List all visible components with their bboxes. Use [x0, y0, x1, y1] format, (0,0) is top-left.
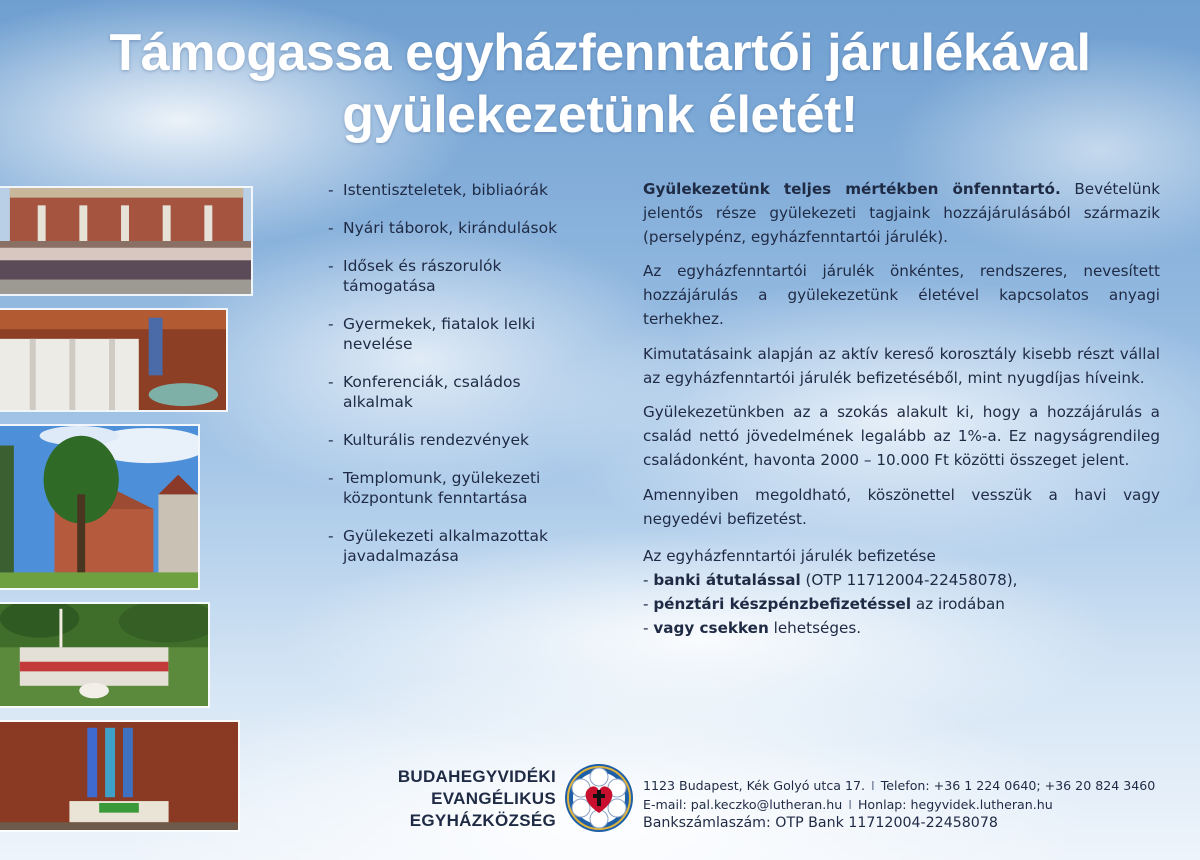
- separator: I: [871, 778, 875, 793]
- payment-method-cash: pénztári készpénzbefizetéssel: [653, 594, 912, 613]
- list-item: - Konferenciák, családos alkalmak: [328, 372, 568, 412]
- payment-cash-detail: az irodában: [911, 594, 1005, 613]
- paragraph-text: Bevételünk jelentős része gyülekezeti tagjaink hozzájárulásából származik (perselypénz, egyházfenntartói járulék).: [643, 180, 1160, 246]
- paragraph-lead: Gyülekezetünk teljes mértékben önfenntartó.: [643, 180, 1061, 198]
- summer-camp-group-photo: [0, 602, 210, 708]
- title-line-1: Támogassa egyházfenntartói járulékával: [109, 24, 1091, 82]
- payment-dash: -: [643, 618, 654, 637]
- paragraph-thanks: Amennyiben megoldható, köszönettel vesszük a havi vagy negyedévi befizetést.: [643, 485, 1160, 528]
- org-line: BUDAHEGYVIDÉKI: [397, 767, 556, 786]
- title-line-2: gyülekezetünk életét!: [342, 86, 858, 144]
- payment-dash: -: [643, 571, 654, 590]
- luther-rose-logo-icon: [564, 763, 634, 833]
- list-item: - Templomunk, gyülekezeti központunk fenntartása: [328, 468, 568, 508]
- page-title: [0, 22, 1200, 146]
- phone-text: Telefon: +36 1 224 0640; +36 20 824 3460: [880, 778, 1156, 793]
- list-item: - Gyermekek, fiatalok lelki nevelése: [328, 314, 568, 354]
- payment-dash: -: [643, 594, 654, 613]
- contact-info: [643, 776, 1155, 833]
- paragraph-self-sustaining: [643, 178, 1160, 249]
- org-line: EVANGÉLIKUS: [431, 789, 556, 808]
- payment-cheque-detail: lehetséges.: [768, 618, 862, 637]
- email-text: E-mail: pal.keczko@lutheran.hu: [643, 797, 843, 812]
- church-building-photo: [0, 424, 200, 590]
- list-item: - Gyülekezeti alkalmazottak javadalmazása: [328, 526, 568, 566]
- payment-method-cheque: vagy csekken: [653, 618, 769, 637]
- separator: I: [848, 797, 852, 812]
- org-line: EGYHÁZKÖZSÉG: [409, 811, 556, 830]
- activity-list: [328, 180, 568, 584]
- address-text: 1123 Budapest, Kék Golyó utca 17.: [643, 778, 866, 793]
- confirmation-ceremony-photo: [0, 308, 228, 412]
- organization-name: [330, 766, 556, 832]
- church-interior-altar-photo: [0, 720, 240, 832]
- paragraph-contribution: Az egyházfenntartói járulék önkéntes, rendszeres, nevesített hozzájárulás a gyülekezetünk életével kapcsolatos anyagi terhekhez.: [643, 262, 1160, 328]
- payment-bank-detail: (OTP 11712004-22458078),: [800, 571, 1018, 590]
- list-item: - Istentiszteletek, bibliaórák: [328, 180, 568, 200]
- list-item: - Nyári táborok, kirándulások: [328, 218, 568, 238]
- body-text: [643, 178, 1160, 652]
- paragraph-custom: Gyülekezetünkben az a szokás alakult ki, hogy a hozzájárulás a család nettó jövedelmének legalább az 1%-a. Ez nagyságrendileg családonként, havonta 2000 – 10.000 Ft közötti összeget jelent.: [643, 403, 1160, 469]
- paragraph-statistics: Kimutatásaink alapján az aktív kereső korosztály kisebb részt vállal az egyházfenntartói járulék befizetéséből, mint nyugdíjas híveink.: [643, 344, 1160, 387]
- contact-line-1: [643, 776, 1155, 795]
- website-text: Honlap: hegyvidek.lutheran.hu: [857, 797, 1053, 812]
- list-item: - Idősek és rászorulók támogatása: [328, 256, 568, 296]
- congregation-group-photo: [0, 186, 253, 296]
- payment-method-bank: banki átutalással: [653, 571, 801, 590]
- bank-account: OTP Bank 11712004-22458078: [775, 815, 998, 831]
- payment-methods: [643, 545, 1160, 640]
- payment-intro: Az egyházfenntartói járulék befizetése: [643, 547, 936, 566]
- bank-label: Bankszámlaszám:: [643, 815, 771, 831]
- list-item: - Kulturális rendezvények: [328, 430, 568, 450]
- contact-line-3: [643, 814, 1155, 833]
- contact-line-2: [643, 795, 1155, 814]
